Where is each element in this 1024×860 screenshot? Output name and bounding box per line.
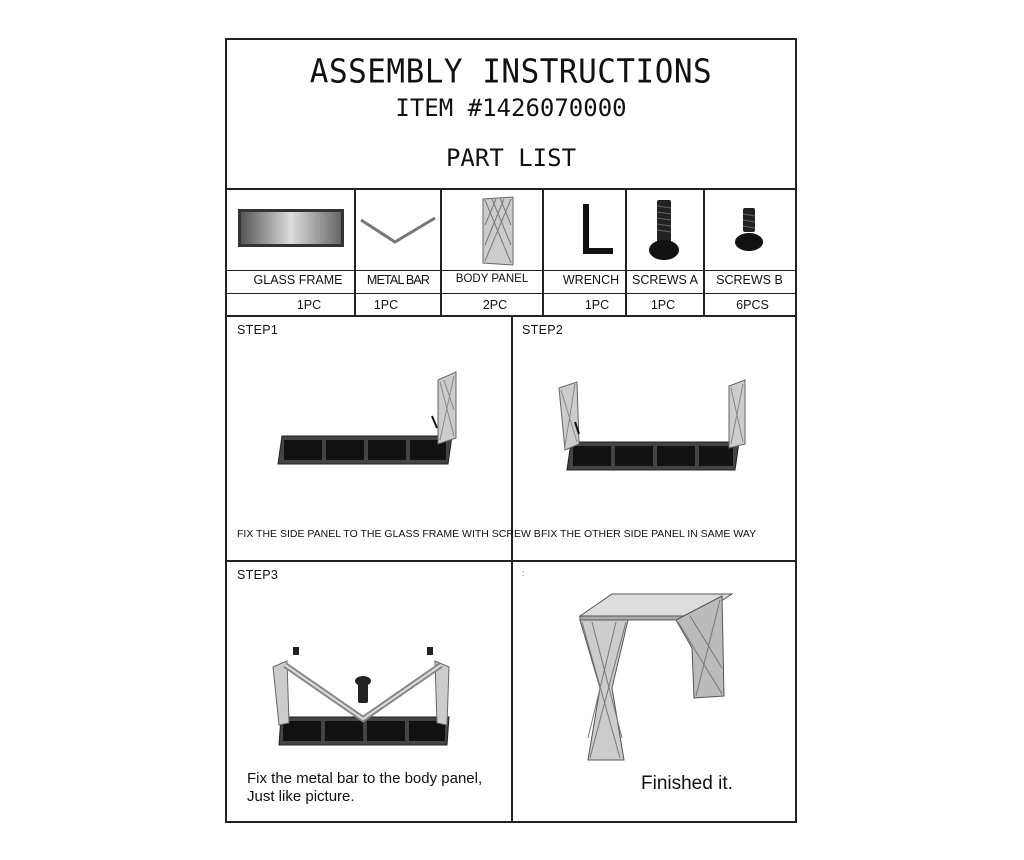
step-caption: FIX THE OTHER SIDE PANEL IN SAME WAY (541, 528, 757, 540)
metal-bar-icon (359, 212, 437, 248)
step-caption: FIX THE SIDE PANEL TO THE GLASS FRAME WITH SCREW B (237, 528, 541, 540)
step1-illustration (272, 370, 462, 470)
glass-frame-icon (237, 208, 347, 250)
step3-illustration (271, 645, 451, 749)
page-title: ASSEMBLY INSTRUCTIONS (309, 53, 713, 91)
screw-b-icon (733, 206, 767, 254)
screw-a-icon (647, 198, 683, 262)
part-quantity: 1PC (373, 298, 399, 312)
part-quantity: 1PC (296, 298, 322, 312)
divider (227, 560, 795, 562)
step-title: STEP1 (237, 323, 279, 337)
step-title: STEP3 (237, 568, 279, 582)
step-caption-line: Just like picture. (247, 788, 355, 805)
finished-caption: Finished it. (641, 773, 733, 794)
step-title: : (522, 568, 525, 578)
part-label: GLASS FRAME (253, 273, 343, 287)
step-title: STEP2 (522, 323, 564, 337)
part-label: WRENCH (562, 273, 620, 287)
wrench-icon (577, 202, 617, 258)
finished-table-illustration (572, 588, 742, 768)
part-label: METAL BAR (366, 273, 430, 287)
part-label: SCREWS B (716, 273, 783, 287)
step-caption-line: Fix the metal bar to the body panel, (247, 770, 483, 787)
divider (227, 270, 795, 271)
instruction-sheet (225, 38, 797, 823)
part-quantity: 1PC (584, 298, 610, 312)
divider (511, 315, 513, 823)
step2-illustration (557, 378, 747, 474)
part-quantity: 2PC (482, 298, 508, 312)
body-panel-icon (480, 195, 516, 267)
divider (227, 293, 795, 294)
part-list-heading: PART LIST (445, 144, 577, 172)
part-label: BODY PANEL (455, 273, 529, 285)
item-number: ITEM #1426070000 (395, 94, 627, 122)
part-quantity: 1PC (650, 298, 676, 312)
divider (227, 188, 795, 190)
part-label: SCREWS A (632, 273, 698, 287)
part-quantity: 6PCS (736, 298, 769, 312)
